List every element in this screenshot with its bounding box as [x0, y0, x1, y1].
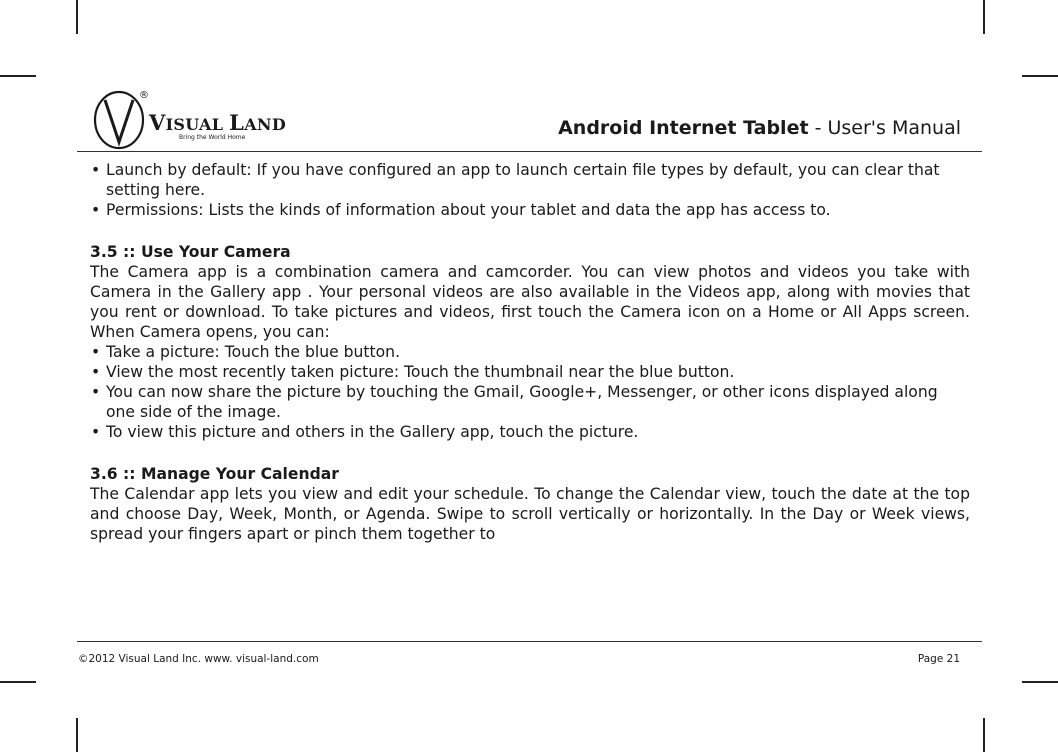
- list-item: • You can now share the picture by touching the Gmail, Google+, Messenger, or other icons displayed along one side of the image.: [90, 382, 970, 422]
- page-number: Page 21: [917, 653, 960, 665]
- list-item: • Launch by default: If you have configured an app to launch certain file types by default, you can clear that setting here.: [90, 160, 970, 200]
- brand-tagline: Bring the World Home: [179, 134, 246, 141]
- crop-mark-top-right: [983, 0, 985, 34]
- brand-name: [149, 110, 286, 135]
- page-content: [90, 160, 970, 544]
- crop-mark-bottom-left: [76, 718, 78, 752]
- crop-mark-top-left: [76, 0, 78, 34]
- v-circle-logo-icon: [93, 86, 151, 152]
- list-item: • Take a picture: Touch the blue button.: [90, 342, 970, 362]
- document-title: [558, 117, 961, 139]
- list-item: • To view this picture and others in the Gallery app, touch the picture.: [90, 422, 970, 442]
- footer-rule: [77, 641, 982, 642]
- section-heading-camera: 3.5 :: Use Your Camera: [90, 243, 291, 261]
- section-heading-calendar: 3.6 :: Manage Your Calendar: [90, 465, 339, 483]
- header-rule: [77, 151, 982, 152]
- crop-mark-left-upper: [0, 75, 36, 77]
- crop-mark-right-upper: [1022, 75, 1058, 77]
- brand-logo: [93, 86, 323, 152]
- brand-word-isual: ISUAL: [165, 115, 224, 134]
- brand-cap-l: L: [229, 110, 245, 135]
- footer-copyright: ©2012 Visual Land Inc. www. visual-land.com: [78, 653, 319, 665]
- list-item: • View the most recently taken picture: Touch the thumbnail near the blue button.: [90, 362, 970, 382]
- list-item: • Permissions: Lists the kinds of information about your tablet and data the app has access to.: [90, 200, 970, 220]
- crop-mark-left-lower: [0, 681, 36, 683]
- registered-mark: ®: [139, 90, 149, 101]
- crop-mark-bottom-right: [983, 718, 985, 752]
- crop-mark-right-lower: [1022, 681, 1058, 683]
- section-body-calendar: The Calendar app lets you view and edit your schedule. To change the Calendar view, touch the date at the top and choose Day, Week, Month, or Agenda. Swipe to scroll vertically or horizontally. In the Day or Week views, spread your fingers apart or pinch them together to: [90, 485, 970, 543]
- brand-cap-v: V: [149, 110, 166, 135]
- brand-word-and: AND: [244, 115, 287, 134]
- section-body-camera: The Camera app is a combination camera and camcorder. You can view photos and videos you take with Camera in the Gallery app . Your personal videos are also available in the Videos app, along with movies that you rent or download. To take pictures and videos, first touch the Camera icon on a Home or All Apps screen. When Camera opens, you can:: [90, 263, 970, 341]
- document-title-product: Android Internet Tablet: [558, 117, 809, 139]
- document-title-suffix: - User's Manual: [808, 117, 961, 139]
